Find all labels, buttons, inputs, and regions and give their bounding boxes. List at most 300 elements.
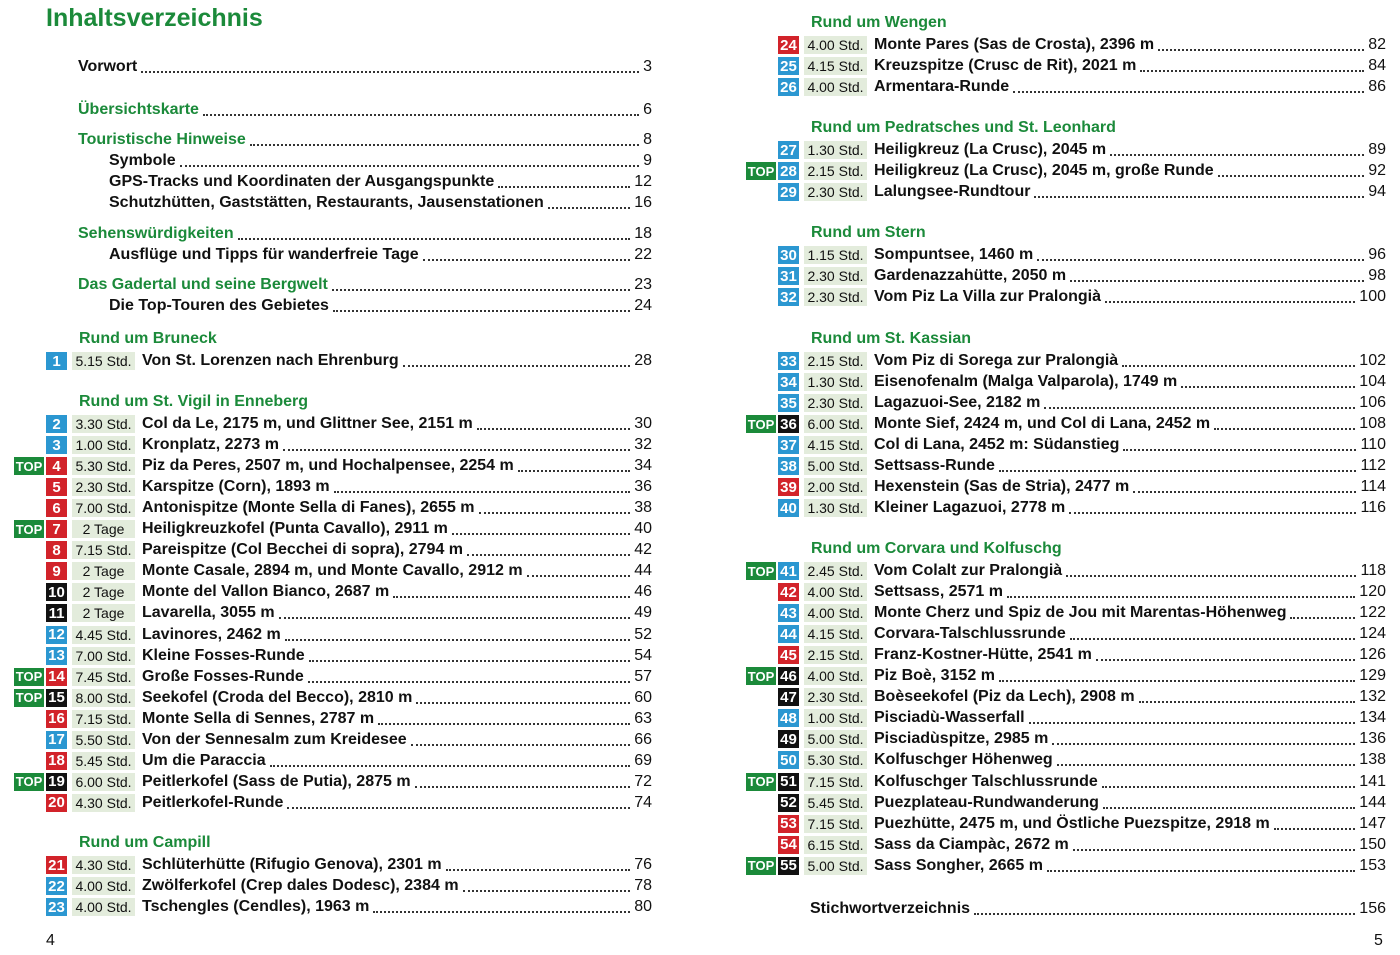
tour-title: Pareispitze (Col Becchei di sopra), 2794 m [142,541,464,559]
tour-title: Col da Le, 2175 m, und Glittner See, 2151 m [142,415,473,432]
tour-page: 46 [634,583,652,601]
tour-duration: 1.30 Std. [804,373,867,391]
section-heading: Rund um St. Vigil in Enneberg [79,393,309,410]
tour-duration: 5.45 Std. [804,794,867,812]
section-heading: Rund um Bruneck [79,330,217,347]
toc-entry[interactable] [109,245,652,265]
tour-duration: 4.00 Std. [72,877,135,895]
toc-entry-page: 3 [643,58,652,75]
tour-duration: 5.45 Std. [72,752,135,770]
tour-row[interactable] [46,351,652,371]
tour-row[interactable] [778,793,1386,813]
leader-dots [287,807,630,809]
tour-title: Franz-Kostner-Hütte, 2541 m [874,646,1092,664]
tour-duration: 2.30 Std. [804,688,867,706]
tour-row[interactable] [778,814,1386,834]
toc-entry[interactable] [78,224,652,244]
tour-title: Lavarella, 3055 m [142,604,275,622]
tour-page: 86 [1368,78,1386,96]
tour-page: 57 [634,667,652,685]
tour-number-badge: 34 [778,373,799,391]
tour-number-badge: 24 [778,36,799,54]
leader-dots [309,660,631,662]
tour-row[interactable] [778,645,1386,665]
tour-duration: 4.15 Std. [804,57,867,75]
toc-entry-title: Das Gadertal und seine Bergwelt [78,276,328,293]
top-tour-badge: TOP [15,458,43,474]
tour-page: 102 [1359,352,1386,369]
tour-title: Monte Sief, 2424 m, und Col di Lana, 2452 m [874,415,1211,433]
tour-row[interactable] [746,561,1386,581]
tour-row[interactable] [778,498,1386,518]
tour-title: Pisciadù-Wasserfall [874,709,1025,727]
tour-row[interactable] [46,646,652,666]
tour-duration: 2.15 Std. [804,162,867,180]
tour-number-badge: 33 [778,352,799,370]
toc-entry-page: 16 [634,194,652,211]
tour-page: 80 [634,898,652,916]
tour-row[interactable] [46,435,652,455]
tour-page: 72 [634,772,652,790]
tour-title: Heiligkreuz (La Crusc), 2045 m [874,141,1107,158]
leader-dots [416,702,630,704]
tour-page: 112 [1360,457,1386,475]
tour-duration: 7.00 Std. [72,499,135,517]
tour-row[interactable] [46,793,652,813]
leader-dots [1290,617,1355,619]
tour-title: Von der Sennesalm zum Kreidesee [142,730,407,748]
tour-duration: 2.30 Std. [804,183,867,201]
tour-title: Tschengles (Cendles), 1963 m [142,898,370,916]
leader-dots [332,289,630,291]
tour-row[interactable] [778,477,1386,497]
toc-entry-page: 24 [634,297,652,314]
leader-dots [446,869,631,871]
leader-dots [1140,70,1364,72]
tour-page: 28 [634,352,652,369]
toc-entry-page: 156 [1359,900,1386,917]
toc-entry-title: Symbole [109,152,176,169]
tour-title: Piz da Peres, 2507 m, und Hochalpensee, 2254 m [142,457,514,475]
toc-entry-title: GPS-Tracks und Koordinaten der Ausgangspunkte [109,173,495,190]
leader-dots [333,310,630,312]
tour-row[interactable] [778,372,1386,392]
leader-dots [378,723,630,725]
page-title: Inhaltsverzeichnis [46,4,263,32]
tour-row[interactable] [46,625,652,645]
tour-number-badge: 6 [46,499,67,517]
tour-number-badge: 40 [778,499,799,517]
tour-page: 116 [1360,499,1386,517]
tour-duration: 1.00 Std. [804,709,867,727]
leader-dots [1013,91,1364,93]
tour-row[interactable] [46,751,652,771]
toc-entry-title: Sehenswürdigkeiten [78,225,234,242]
tour-number-badge: 13 [46,647,67,665]
tour-page: 82 [1368,36,1386,53]
tour-row[interactable] [778,77,1386,97]
tour-row[interactable] [778,582,1386,602]
leader-dots [423,259,631,261]
tour-number-badge: 47 [778,688,799,706]
tour-duration: 2.30 Std. [804,288,867,306]
tour-page: 96 [1368,246,1386,263]
tour-duration: 2 Tage [72,520,135,538]
tour-row[interactable] [778,435,1386,455]
tour-row[interactable] [778,624,1386,644]
tour-row[interactable] [14,772,652,792]
tour-title: Peitlerkofel-Runde [142,793,284,811]
leader-dots [250,144,639,146]
leader-dots [527,575,631,577]
tour-number-badge: 46 [778,667,799,685]
leader-dots [1103,807,1355,809]
tour-row[interactable] [746,414,1386,434]
tour-page: 84 [1368,57,1386,75]
tour-page: 78 [634,877,652,895]
leader-dots [203,114,639,116]
toc-entry-page: 6 [643,101,652,118]
leader-dots [467,554,630,556]
toc-entry[interactable] [78,57,652,77]
tour-title: Lavinores, 2462 m [142,625,281,643]
leader-dots [308,681,630,683]
tour-page: 126 [1359,646,1386,664]
tour-row[interactable] [14,667,652,687]
toc-entry[interactable] [78,100,652,120]
tour-number-badge: 50 [778,751,799,769]
section-heading: Rund um Pedratsches und St. Leonhard [811,119,1116,136]
tour-row[interactable] [46,876,652,896]
tour-duration: 1.15 Std. [804,246,867,264]
tour-title: Kronplatz, 2273 m [142,436,279,454]
tour-row[interactable] [46,561,652,581]
tour-number-badge: 19 [46,773,67,791]
top-tour-badge: TOP [747,563,775,579]
tour-title: Piz Boè, 3152 m [874,667,995,685]
tour-number-badge: 12 [46,626,67,644]
leader-dots [452,533,630,535]
tour-title: Monte Casale, 2894 m, und Monte Cavallo, 2912 m [142,562,523,580]
tour-number-badge: 49 [778,730,799,748]
tour-row[interactable] [46,477,652,497]
leader-dots [283,449,630,451]
tour-row[interactable] [778,393,1386,413]
tour-title: Kreuzspitze (Crusc de Rit), 2021 m [874,57,1137,75]
tour-page: 100 [1359,288,1386,306]
top-tour-badge: TOP [747,668,775,684]
toc-entry-title: Die Top-Touren des Gebietes [109,297,329,314]
tour-page: 122 [1359,604,1386,622]
leader-dots [403,365,631,367]
tour-page: 98 [1368,267,1386,285]
tour-title: Schlüterhütte (Rifugio Genova), 2301 m [142,856,442,873]
tour-number-badge: 26 [778,78,799,96]
tour-title: Vom Colalt zur Pralongià [874,562,1063,579]
tour-page: 52 [634,625,652,643]
tour-row[interactable] [14,688,652,708]
toc-entry[interactable] [109,172,652,192]
toc-entry-title: Touristische Hinweise [78,131,246,148]
leader-dots [1073,849,1356,851]
tour-row[interactable] [46,855,652,875]
tour-row[interactable] [46,414,652,434]
tour-duration: 7.15 Std. [804,815,867,833]
tour-number-badge: 53 [778,815,799,833]
tour-number-badge: 45 [778,646,799,664]
tour-number-badge: 20 [46,794,67,812]
tour-page: 120 [1359,583,1386,601]
tour-title: Von St. Lorenzen nach Ehrenburg [142,352,399,369]
tour-page: 144 [1359,793,1386,811]
tour-page: 32 [634,436,652,454]
top-tour-badge: TOP [15,669,43,685]
tour-number-badge: 41 [778,562,799,580]
leader-dots [1069,512,1356,514]
tour-number-badge: 54 [778,836,799,854]
tour-page: 132 [1359,688,1386,706]
tour-number-badge: 1 [46,352,67,370]
tour-row[interactable] [46,603,652,623]
tour-row[interactable] [14,456,652,476]
top-tour-badge: TOP [747,774,775,789]
tour-duration: 4.15 Std. [804,625,867,643]
tour-duration: 4.00 Std. [804,78,867,96]
tour-title: Pisciadùspitze, 2985 m [874,730,1049,748]
tour-row[interactable] [778,708,1386,728]
tour-row[interactable] [46,897,652,917]
toc-entry-title: Vorwort [78,58,138,75]
tour-page: 40 [634,520,652,538]
tour-number-badge: 16 [46,710,67,728]
leader-dots [1047,870,1355,872]
tour-row[interactable] [46,582,652,602]
tour-duration: 1.30 Std. [804,141,867,159]
tour-duration: 7.15 Std. [72,541,135,559]
tour-page: 147 [1359,814,1386,832]
tour-number-badge: 52 [778,794,799,812]
tour-title: Armentara-Runde [874,78,1010,96]
section-heading: Rund um Corvara und Kolfuschg [811,540,1062,557]
tour-title: Um die Paraccia [142,751,266,769]
toc-entry-page: 12 [634,173,652,190]
tour-number-badge: 35 [778,394,799,412]
tour-page: 54 [634,646,652,664]
tour-number-badge: 25 [778,57,799,75]
top-tour-badge: TOP [15,774,43,790]
tour-number-badge: 7 [46,520,67,538]
tour-page: 63 [634,709,652,727]
tour-row[interactable] [778,140,1386,160]
tour-page: 150 [1359,835,1386,853]
leader-dots [1105,301,1355,303]
toc-entry[interactable] [109,151,652,171]
tour-row[interactable] [746,772,1386,792]
tour-title: Col di Lana, 2452 m: Südanstieg [874,436,1120,454]
leader-dots [415,786,631,788]
tour-page: 76 [634,856,652,873]
tour-number-badge: 55 [778,857,799,875]
tour-number-badge: 37 [778,436,799,454]
tour-row[interactable] [778,750,1386,770]
tour-number-badge: 5 [46,478,67,496]
leader-dots [1181,386,1355,388]
top-tour-badge: TOP [747,416,775,432]
tour-page: 118 [1360,562,1386,579]
leader-dots [279,617,631,619]
tour-duration: 5.00 Std. [804,730,867,748]
tour-duration: 2.00 Std. [804,478,867,496]
leader-dots [1274,828,1356,830]
toc-entry-page: 18 [634,225,652,242]
leader-dots [974,913,1355,915]
tour-page: 66 [634,730,652,748]
leader-dots [411,744,631,746]
tour-row[interactable] [778,287,1386,307]
tour-duration: 6.00 Std. [804,415,867,433]
tour-row[interactable] [46,540,652,560]
tour-duration: 5.15 Std. [72,352,135,370]
tour-title: Puezplateau-Rundwanderung [874,793,1099,811]
tour-page: 74 [634,793,652,811]
tour-page: 44 [634,562,652,580]
tour-row[interactable] [778,729,1386,749]
tour-duration: 8.00 Std. [72,689,135,707]
tour-title: Hexenstein (Sas de Stria), 2477 m [874,478,1130,496]
tour-number-badge: 14 [46,668,67,686]
tour-row[interactable] [778,266,1386,286]
section-heading: Rund um Campill [79,834,211,851]
top-tour-badge: TOP [15,521,43,537]
tour-page: 106 [1359,394,1386,412]
tour-row[interactable] [46,730,652,750]
tour-page: 30 [634,415,652,432]
leader-dots [1096,659,1355,661]
tour-title: Boèseekofel (Piz da Lech), 2908 m [874,688,1135,706]
tour-number-badge: 44 [778,625,799,643]
tour-page: 134 [1359,709,1386,727]
tour-number-badge: 8 [46,541,67,559]
leader-dots [1214,428,1355,430]
tour-row[interactable] [778,835,1386,855]
top-tour-badge: TOP [15,690,43,706]
tour-duration: 4.00 Std. [804,583,867,601]
leader-dots [1007,596,1355,598]
tour-row[interactable] [778,56,1386,76]
tour-row[interactable] [46,709,652,729]
tour-title: Monte Pares (Sas de Crosta), 2396 m [874,36,1155,53]
tour-duration: 7.15 Std. [804,773,867,791]
page-number-right: 5 [1374,932,1383,949]
toc-entry[interactable] [109,296,652,316]
tour-row[interactable] [14,519,652,539]
tour-duration: 4.00 Std. [804,604,867,622]
tour-title: Vom Piz di Sorega zur Pralongià [874,352,1119,369]
tour-number-badge: 23 [46,898,67,916]
tour-title: Vom Piz La Villa zur Pralongià [874,288,1102,306]
leader-dots [479,512,631,514]
tour-title: Große Fosses-Runde [142,667,304,685]
tour-title: Kolfuschger Höhenweg [874,751,1053,769]
leader-dots [1110,154,1364,156]
tour-duration: 4.30 Std. [72,794,135,812]
toc-entry[interactable] [78,275,652,295]
leader-dots [1102,786,1356,788]
tour-title: Antonispitze (Monte Sella di Fanes), 2655 m [142,499,475,517]
tour-title: Sass da Ciampàc, 2672 m [874,835,1069,853]
leader-dots [1066,575,1356,577]
leader-dots [1070,280,1364,282]
tour-row[interactable] [746,666,1386,686]
tour-page: 69 [634,751,652,769]
tour-title: Settsass, 2571 m [874,583,1003,601]
leader-dots [1034,196,1364,198]
tour-number-badge: 18 [46,752,67,770]
leader-dots [1218,175,1365,177]
tour-row[interactable] [778,182,1386,202]
tour-page: 42 [634,541,652,559]
toc-entry-title: Schutzhütten, Gaststätten, Restaurants, Jausenstationen [109,194,544,211]
leader-dots [1029,722,1356,724]
tour-page: 49 [634,604,652,622]
tour-number-badge: 28 [778,162,799,180]
tour-duration: 2 Tage [72,604,135,622]
tour-row[interactable] [46,498,652,518]
tour-number-badge: 30 [778,246,799,264]
tour-page: 92 [1368,162,1386,180]
tour-duration: 2.30 Std. [72,478,135,496]
tour-title: Zwölferkofel (Crep dales Dodesc), 2384 m [142,877,459,895]
top-tour-badge: TOP [747,163,775,179]
tour-page: 114 [1360,478,1386,496]
leader-dots [334,491,631,493]
tour-row[interactable] [746,161,1386,181]
tour-row[interactable] [778,456,1386,476]
tour-page: 129 [1359,667,1386,685]
toc-entry[interactable] [109,193,652,213]
tour-duration: 7.00 Std. [72,647,135,665]
tour-duration: 2.15 Std. [804,352,867,370]
tour-page: 124 [1359,625,1386,643]
tour-duration: 1.00 Std. [72,436,135,454]
tour-row[interactable] [746,856,1386,876]
tour-duration: 1.30 Std. [804,499,867,517]
tour-page: 136 [1359,730,1386,748]
toc-entry[interactable] [78,130,652,150]
leader-dots [1052,743,1355,745]
leader-dots [477,428,630,430]
toc-entry-page: 9 [643,152,652,169]
tour-row[interactable] [778,245,1386,265]
tour-duration: 4.00 Std. [804,667,867,685]
toc-entry-title: Ausflüge und Tipps für wanderfreie Tage [109,246,419,263]
tour-row[interactable] [778,687,1386,707]
tour-title: Karspitze (Corn), 1893 m [142,478,330,496]
toc-entry-index[interactable] [810,899,1386,919]
tour-duration: 5.30 Std. [804,751,867,769]
tour-row[interactable] [778,603,1386,623]
leader-dots [1139,701,1356,703]
tour-number-badge: 32 [778,288,799,306]
tour-page: 153 [1359,856,1386,874]
tour-number-badge: 10 [46,583,67,601]
section-heading: Rund um Wengen [811,14,947,31]
tour-row[interactable] [778,351,1386,371]
tour-duration: 4.30 Std. [72,856,135,874]
tour-number-badge: 42 [778,583,799,601]
tour-row[interactable] [778,35,1386,55]
tour-number-badge: 9 [46,562,67,580]
